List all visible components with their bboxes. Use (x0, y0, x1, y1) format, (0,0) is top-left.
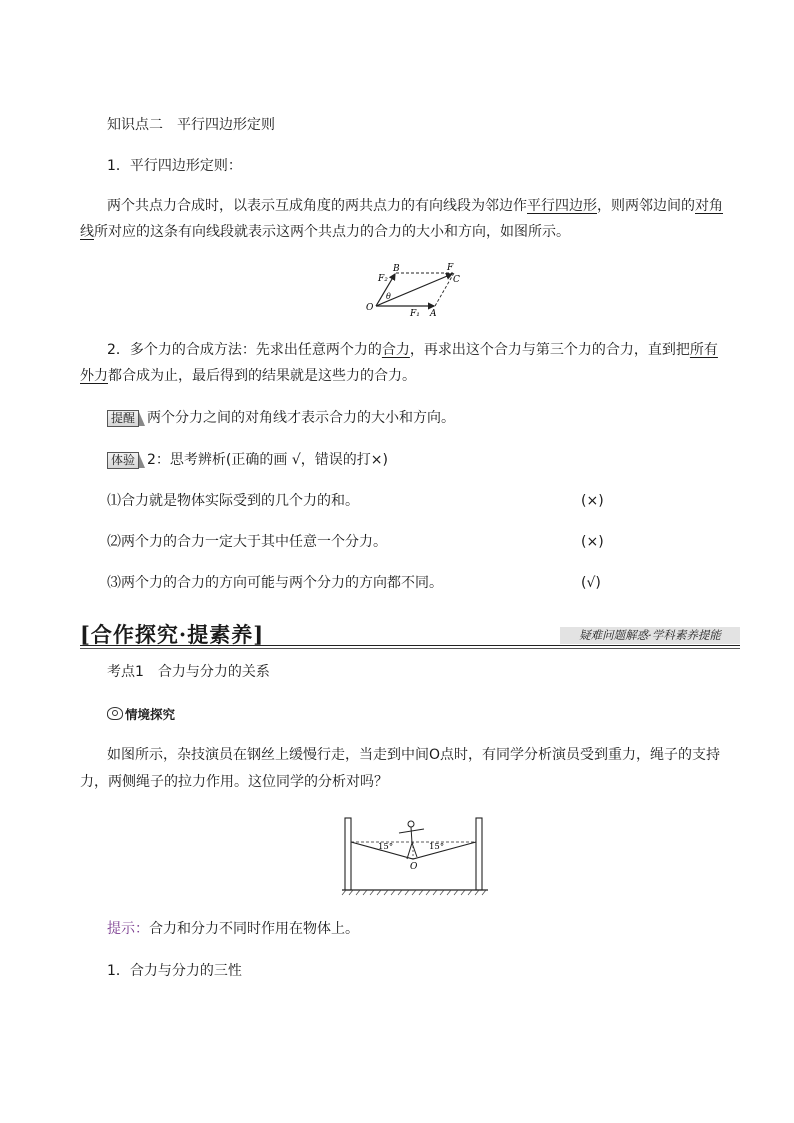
section-heading: 知识点二 平行四边形定则 (107, 117, 275, 133)
text-run: 都合成为止，最后得到的结果就是这些力的合力。 (108, 368, 416, 384)
text-run: 所对应的这条有向线段就表示这两个共点力的合力的大小和方向，如图所示。 (94, 224, 570, 240)
label-o: O (366, 303, 374, 313)
paragraph-line (107, 196, 723, 216)
underlined-term: 合力 (381, 342, 410, 358)
text-run: 2．多个力的合成方法：先求出任意两个力的 (107, 342, 382, 358)
label-f1: F₁ (410, 309, 420, 319)
paragraph-line (80, 366, 416, 386)
tip-text: 两个分力之间的对角线才表示合力的大小和方向。 (147, 410, 456, 426)
underlined-term: 所有 (689, 342, 718, 358)
rope (351, 842, 476, 859)
section-divider (80, 648, 740, 649)
underlined-term: 对角 (695, 198, 723, 214)
judgment-mark: (√) (581, 575, 601, 591)
section-divider (80, 645, 740, 646)
paragraph-line: 力，两侧绳子的拉力作用。这位同学的分析对吗？ (80, 774, 388, 790)
text-run: ，则两邻边间的 (597, 198, 695, 214)
subheading: 1．合力与分力的三性 (107, 963, 242, 979)
angle-left-label: 15° (378, 842, 394, 852)
text-run: 两个共点力合成时，以表示互成角度的两共点力的有向线段为邻边作 (107, 198, 527, 214)
acrobat-figure (399, 821, 424, 859)
experience-tag: 体验 (107, 452, 139, 469)
label-f2: F₂ (378, 274, 388, 284)
ground-hatch (342, 890, 486, 895)
scenario-label: 情境探究 (125, 707, 176, 722)
hint-text: 合力和分力不同时作用在物体上。 (149, 921, 359, 937)
hint-line (107, 919, 359, 939)
paragraph-line: 如图所示，杂技演员在钢丝上缓慢行走，当走到中间O点时，有同学分析演员受到重力，绳子的支持 (107, 747, 721, 763)
point-o-label: O (410, 862, 418, 872)
section-title: [合作探究·提素养] (80, 622, 265, 647)
rule-title: 1．平行四边形定则： (107, 158, 242, 174)
dashed-side (435, 273, 454, 306)
paragraph-line (107, 340, 718, 360)
section-badge: 疑难问题解惑·学科素养提能 (560, 627, 740, 644)
judgment-item: ⑵两个力的合力一定大于其中任意一个分力。 (107, 534, 387, 550)
underlined-term: 线 (80, 224, 94, 240)
paragraph-line (80, 222, 570, 242)
angle-right-label: 15° (429, 842, 445, 852)
label-f: F (447, 263, 454, 273)
label-b: B (393, 264, 400, 274)
hint-label: 提示： (107, 921, 149, 937)
text-run: ，再求出这个合力与第三个力的合力，直到把 (409, 342, 690, 358)
judgment-item: ⑶两个力的合力的方向可能与两个分力的方向都不同。 (107, 575, 443, 591)
label-theta: θ (386, 292, 391, 301)
judgment-mark: (×) (581, 534, 604, 550)
tip-line (107, 408, 455, 428)
experience-line (107, 450, 388, 470)
topic-heading: 考点1 合力与分力的关系 (107, 664, 270, 680)
left-post (345, 818, 351, 890)
right-post (476, 818, 482, 890)
tip-tag: 提醒 (107, 410, 139, 427)
underlined-term: 平行四边形 (527, 198, 597, 214)
scenario-icon (107, 707, 123, 720)
label-c: C (453, 275, 460, 285)
judgment-item: ⑴合力就是物体实际受到的几个力的和。 (107, 493, 359, 509)
underlined-term: 外力 (80, 368, 108, 384)
tightrope-figure (340, 815, 490, 900)
parallelogram-figure (360, 260, 470, 320)
label-a: A (430, 309, 437, 319)
judgment-mark: (×) (581, 493, 604, 509)
scenario-heading (107, 706, 175, 724)
experience-text: 2：思考辨析(正确的画 √，错误的打×) (147, 452, 388, 468)
